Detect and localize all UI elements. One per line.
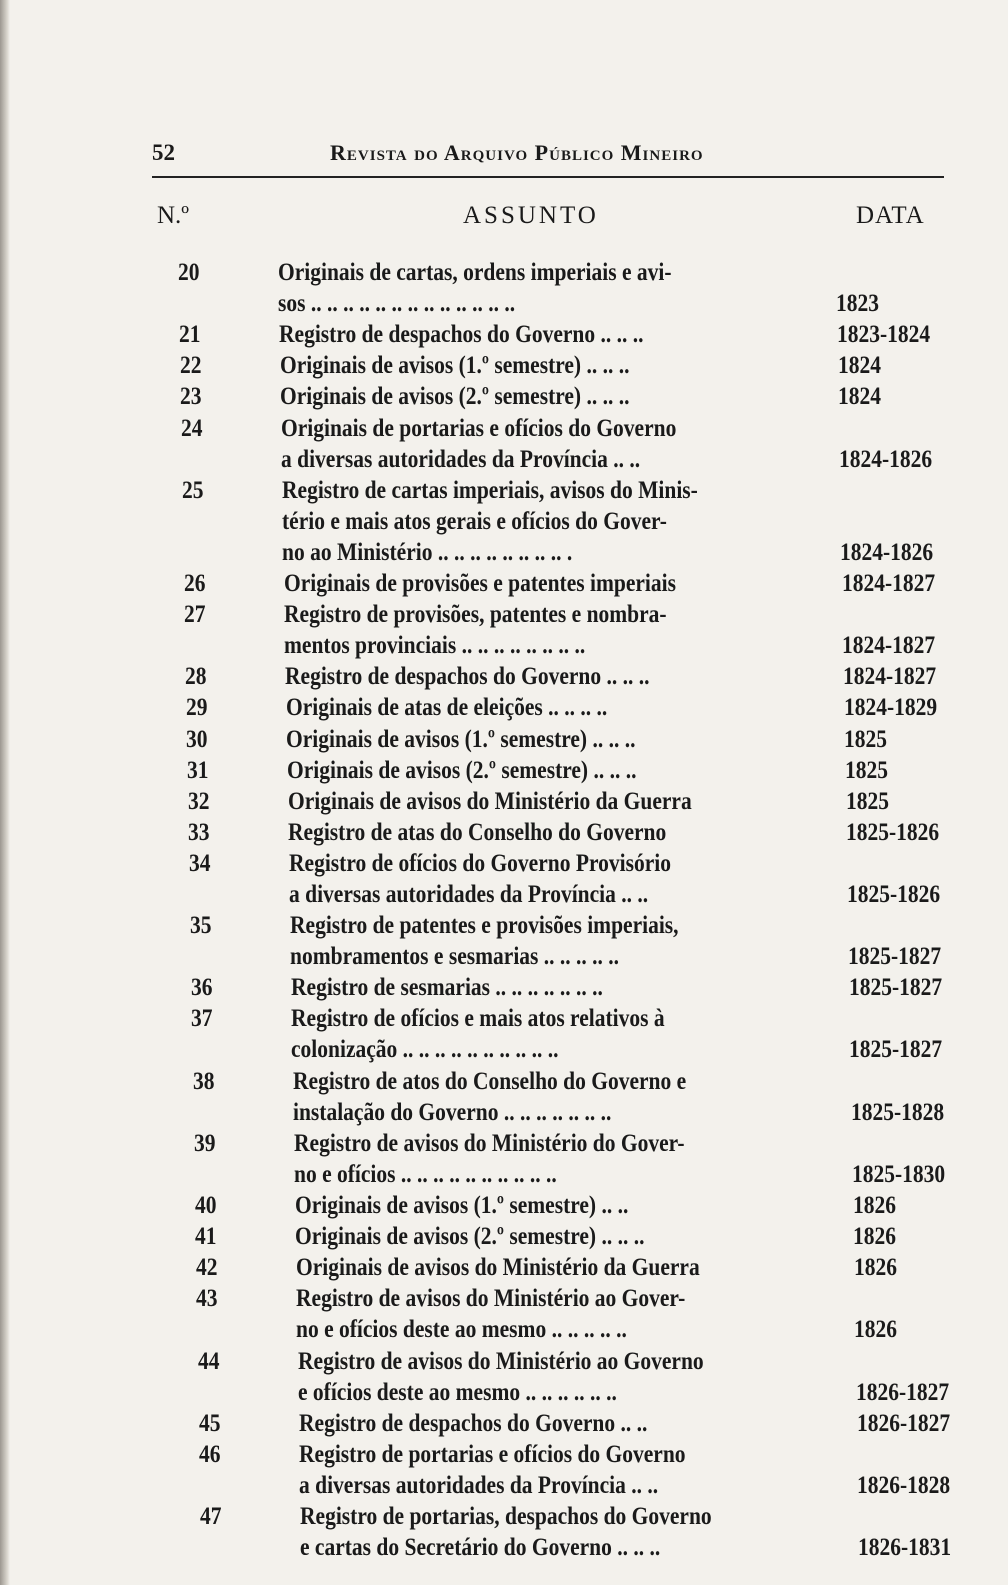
entry-number: 41 — [195, 1223, 217, 1251]
entry-number: 44 — [197, 1347, 220, 1375]
entry-date: 1825-1826 — [846, 818, 940, 846]
entry-number: 27 — [184, 601, 206, 629]
entry-subject-line: Originais de avisos do Ministério da Guerra — [295, 1254, 700, 1282]
entry-subject-line: Registro de avisos do Ministério ao Governo — [297, 1347, 704, 1375]
entry-date: 1824-1827 — [842, 632, 936, 660]
entry-number: 29 — [185, 694, 208, 722]
entry-subject-line: Originais de atas de eleições .. .. .. .. — [285, 694, 608, 722]
entry-subject-line: Originais de avisos (2.º semestre) .. .. .. — [286, 756, 637, 784]
header-rule — [152, 176, 944, 178]
entry-subject-line: Originais de avisos do Ministério da Guerra — [287, 787, 692, 815]
entry-subject-line: no e ofícios .. .. .. .. .. .. .. .. .. .. — [293, 1160, 557, 1188]
entry-subject-line: Registro de avisos do Ministério do Gover- — [293, 1129, 685, 1157]
entry-number: 47 — [200, 1503, 222, 1530]
entry-date: 1825-1827 — [848, 974, 943, 1002]
entry-date: 1826 — [852, 1192, 896, 1219]
entry-number: 38 — [192, 1067, 215, 1095]
column-header-number: N.º — [157, 202, 190, 229]
entry-subject-line: Originais de avisos (1.º semestre) .. .. .. — [286, 725, 636, 753]
entry-subject-line: tério e mais atos gerais e ofícios do Gover- — [281, 507, 667, 535]
entry-subject-line: Registro de cartas imperiais, avisos do Minis- — [281, 476, 698, 504]
entry-number: 22 — [179, 352, 202, 380]
entry-date: 1826-1827 — [855, 1378, 949, 1406]
running-title: Revista do Arquivo Público Mineiro — [330, 140, 704, 165]
entry-subject-line: e ofícios deste ao mesmo .. .. .. .. .. .. — [297, 1378, 617, 1406]
entry-subject-line: Registro de atos do Conselho do Governo e — [292, 1067, 686, 1095]
entry-date: 1825 — [844, 756, 888, 784]
running-header — [152, 140, 942, 172]
entry-subject-line: Registro de atas do Conselho do Governo — [288, 818, 667, 846]
entry-date: 1825 — [844, 725, 888, 753]
entry-subject-line: Registro de despachos do Governo .. .. — [298, 1409, 648, 1437]
entry-date: 1825-1830 — [851, 1160, 945, 1188]
entry-subject-line: Registro de portarias, despachos do Governo — [300, 1503, 713, 1530]
entry-number: 23 — [180, 383, 202, 411]
column-header-date: DATA — [856, 202, 925, 229]
entry-subject-line: Registro de avisos do Ministério ao Gover- — [296, 1285, 686, 1313]
entry-date: 1825-1827 — [847, 943, 941, 971]
entry-subject-line: colonização .. .. .. .. .. .. .. .. .. .. — [291, 1036, 559, 1064]
entry-number: 33 — [188, 818, 210, 846]
entry-number: 30 — [186, 725, 208, 753]
entry-date: 1823 — [836, 290, 879, 318]
entry-subject-line: Registro de patentes e provisões imperiais, — [289, 912, 679, 940]
entry-number: 21 — [179, 321, 201, 349]
entry-subject-line: a diversas autoridades da Província .. .. — [288, 880, 648, 908]
entry-number: 32 — [187, 787, 210, 815]
entry-number: 34 — [188, 849, 211, 877]
entry-subject-line: no e ofícios deste ao mesmo .. .. .. .. .. — [296, 1316, 628, 1344]
entry-subject-line: instalação do Governo .. .. .. .. .. .. .. — [292, 1098, 611, 1126]
entry-number: 37 — [191, 1005, 213, 1033]
entry-date: 1823-1824 — [837, 321, 931, 349]
entry-date: 1824-1827 — [841, 570, 935, 597]
entry-subject-line: Originais de avisos (2.º semestre) .. .. .. — [295, 1223, 645, 1251]
entry-number: 28 — [185, 663, 207, 691]
entry-subject-line: Registro de provisões, patentes e nombra- — [284, 601, 667, 629]
entry-date: 1824-1826 — [839, 538, 934, 566]
entry-date: 1825 — [845, 787, 889, 815]
entry-subject-line: e cartas do Secretário do Governo .. .. .. — [300, 1534, 661, 1562]
entry-subject-line: Originais de portarias e ofícios do Governo — [280, 414, 677, 442]
entry-subject-line: Registro de sesmarias .. .. .. .. .. .. .. — [290, 974, 603, 1002]
entry-subject-line: Registro de ofícios do Governo Provisório — [288, 849, 671, 877]
entry-subject-line: Originais de avisos (1.º semestre) .. .. .. — [279, 352, 630, 380]
entry-subject-line: Originais de avisos (2.º semestre) .. .. .. — [280, 383, 630, 411]
entry-subject-line: Registro de despachos do Governo .. .. .. — [285, 663, 650, 691]
entry-date: 1826-1827 — [856, 1409, 950, 1437]
entry-number: 42 — [195, 1254, 218, 1282]
entry-subject-line: Registro de portarias e ofícios do Governo — [299, 1440, 686, 1468]
entry-date: 1825-1826 — [846, 880, 940, 908]
entry-subject-line: Originais de provisões e patentes imperiais — [283, 570, 676, 597]
page-gutter — [0, 0, 10, 1585]
entry-subject-line: Registro de ofícios e mais atos relativos à — [291, 1005, 666, 1033]
entry-date: 1824 — [838, 383, 882, 411]
entry-date: 1824 — [837, 352, 881, 380]
entry-date: 1826-1828 — [857, 1471, 951, 1499]
entry-number: 45 — [198, 1409, 221, 1437]
entry-subject-line: a diversas autoridades da Província .. .. — [280, 445, 640, 473]
entry-number: 35 — [189, 912, 212, 940]
entry-date: 1826 — [854, 1316, 898, 1344]
entry-subject-line: mentos provinciais .. .. .. .. .. .. .. .. — [284, 632, 586, 660]
entry-number: 24 — [180, 414, 203, 442]
entry-number: 43 — [196, 1285, 218, 1313]
entry-number: 31 — [186, 756, 209, 784]
column-header-subject: ASSUNTO — [463, 202, 599, 229]
entry-number: 25 — [181, 476, 204, 504]
entry-date: 1826 — [853, 1254, 897, 1282]
entry-date: 1824-1827 — [843, 663, 937, 691]
entry-subject-line: Registro de despachos do Governo .. .. .. — [279, 321, 644, 349]
entry-date: 1826-1831 — [858, 1534, 952, 1562]
entry-date: 1825-1828 — [850, 1098, 944, 1126]
entry-subject-line: a diversas autoridades da Província .. .. — [299, 1471, 659, 1499]
entry-number: 39 — [193, 1129, 216, 1157]
page-number: 52 — [152, 140, 175, 165]
entry-number: 40 — [194, 1192, 217, 1219]
entry-date: 1824-1829 — [843, 694, 937, 722]
entry-number: 36 — [190, 974, 213, 1002]
entry-number: 20 — [178, 259, 200, 286]
entry-subject-line: nombramentos e sesmarias .. .. .. .. .. — [289, 943, 619, 971]
entry-number: 46 — [199, 1440, 221, 1468]
entry-date: 1824-1826 — [838, 445, 932, 473]
entry-subject-line: no ao Ministério .. .. .. .. .. .. .. .. . — [281, 538, 573, 566]
entry-subject-line: sos .. .. .. .. .. .. .. .. .. .. .. .. .. — [278, 290, 516, 318]
entry-number: 26 — [183, 570, 206, 597]
entry-date: 1826 — [853, 1223, 897, 1251]
entry-subject-line: Originais de cartas, ordens imperiais e avi- — [278, 259, 672, 286]
entry-date: 1825-1827 — [849, 1036, 943, 1064]
entry-subject-line: Originais de avisos (1.º semestre) .. .. — [294, 1192, 629, 1219]
